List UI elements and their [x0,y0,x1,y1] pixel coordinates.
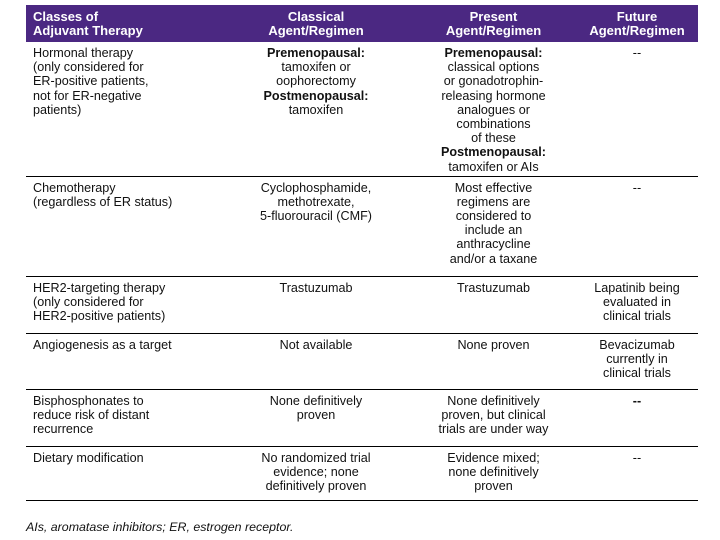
future-agent-cell [576,276,698,333]
cell-text-line: tamoxifen or AIs [448,159,539,174]
cell-text-line: Trastuzumab [279,280,353,295]
cell-text-line: analogues or [457,102,530,117]
classical-agent-cell [221,389,411,446]
cell-text-line: (only considered for [33,294,144,309]
classical-agent-cell [221,176,411,276]
cell-text-line: HER2-positive patients) [33,308,166,323]
adjuvant-therapy-table-container [26,5,698,501]
table-row [26,276,698,333]
header-text: Adjuvant Therapy [33,23,143,38]
future-agent-cell [576,333,698,389]
cell-text-line: Not available [279,337,353,352]
header-present-agent [411,5,576,42]
header-text: Agent/Regimen [589,23,685,38]
cell-text-line: considered to [455,208,532,223]
cell-text-line: Dietary modification [33,450,144,465]
cell-text-line: Premenopausal: [444,46,543,60]
cell-text-line: HER2-targeting therapy [33,280,166,295]
cell-text-line: Premenopausal: [267,46,365,60]
cell-text-line: None proven [457,337,530,352]
cell-text-line: evidence; none [273,464,359,479]
cell-text-line: trials are under way [438,421,549,436]
cell-text-line: -- [632,46,642,60]
header-text: Classical [287,9,345,24]
cell-text-line: releasing hormone [441,88,546,103]
header-future-agent [576,5,698,42]
cell-text-line: tamoxifen or [281,60,351,75]
cell-text-line: (only considered for [33,60,144,75]
table-body [26,42,698,500]
cell-text-line: Trastuzumab [456,280,531,295]
therapy-class-cell [26,42,221,176]
classical-agent-cell [221,42,411,176]
cell-text-line: -- [632,180,642,195]
table-row [26,176,698,276]
cell-text-line: definitively proven [265,478,367,493]
cell-text-line: oophorectomy [276,74,356,89]
cell-text-line: Bevacizumab [599,337,675,352]
present-agent-cell [411,446,576,500]
future-agent-cell [576,176,698,276]
cell-text-line: regimens are [456,194,531,209]
cell-text-line: and/or a taxane [449,251,538,266]
cell-text-line: patients) [33,102,82,117]
cell-text-line: include an [464,223,523,238]
classical-agent-cell [221,446,411,500]
cell-text-line: evaluated in [603,294,671,309]
therapy-class-cell [26,276,221,333]
present-agent-cell [411,176,576,276]
cell-text-line: (regardless of ER status) [33,194,173,209]
cell-text-line: -- [632,393,642,408]
cell-text-line: proven, but clinical [441,407,546,422]
cell-text-line: of these [471,131,516,146]
future-agent-cell [576,389,698,446]
cell-text-line: Chemotherapy [33,180,116,195]
present-agent-cell [411,276,576,333]
cell-text-line: Angiogenesis as a target [33,337,172,352]
cell-text-line: Lapatinib being [594,280,680,295]
present-agent-cell [411,333,576,389]
table-row [26,446,698,500]
cell-text-line: Evidence mixed; [447,450,540,465]
cell-text-line: proven [296,407,336,422]
cell-text-line: currently in [606,351,668,366]
header-classes-of-therapy [26,5,221,42]
cell-text-line: proven [474,478,513,493]
classical-agent-cell [221,276,411,333]
header-text: Agent/Regimen [268,23,364,38]
therapy-class-cell [26,446,221,500]
cell-text-line: Postmenopausal: [263,88,369,103]
table-row [26,42,698,176]
cell-text-line: reduce risk of distant [33,407,150,422]
cell-text-line: clinical trials [603,308,671,323]
cell-text-line: clinical trials [603,365,671,380]
present-agent-cell [411,42,576,176]
cell-text-line: 5-fluorouracil (CMF) [260,208,372,223]
future-agent-cell [576,42,698,176]
cell-text-line: not for ER-negative [33,88,142,103]
header-text: Classes of [33,9,99,24]
therapy-class-cell [26,176,221,276]
cell-text-line: classical options [447,60,540,75]
table-footnote: AIs, aromatase inhibitors; ER, estrogen receptor. [26,520,294,534]
cell-text-line: Postmenopausal: [441,145,546,160]
cell-text-line: methotrexate, [277,194,355,209]
cell-text-line: tamoxifen [288,102,344,117]
cell-text-line: None definitively [269,393,363,408]
cell-text-line: combinations [456,117,531,132]
adjuvant-therapy-table [26,5,698,501]
cell-text-line: Bisphosphonates to [33,393,144,408]
classical-agent-cell [221,333,411,389]
cell-text-line: anthracycline [456,237,531,252]
table-row [26,333,698,389]
cell-text-line: Most effective [454,180,533,195]
future-agent-cell [576,446,698,500]
cell-text-line: None definitively [447,393,540,408]
cell-text-line: ER-positive patients, [33,74,149,89]
present-agent-cell [411,389,576,446]
therapy-class-cell [26,389,221,446]
table-header-row [26,5,698,42]
cell-text-line: or gonadotrophin- [443,74,544,89]
table-row [26,389,698,446]
cell-text-line: Cyclophosphamide, [260,180,372,195]
header-text: Agent/Regimen [445,23,542,38]
cell-text-line: recurrence [33,421,94,436]
header-text: Present [469,9,518,24]
cell-text-line: Hormonal therapy [33,46,134,60]
header-text: Future [616,9,658,24]
header-classical-agent [221,5,411,42]
therapy-class-cell [26,333,221,389]
cell-text-line: No randomized trial [261,450,371,465]
cell-text-line: none definitively [448,464,539,479]
cell-text-line: -- [632,450,642,465]
